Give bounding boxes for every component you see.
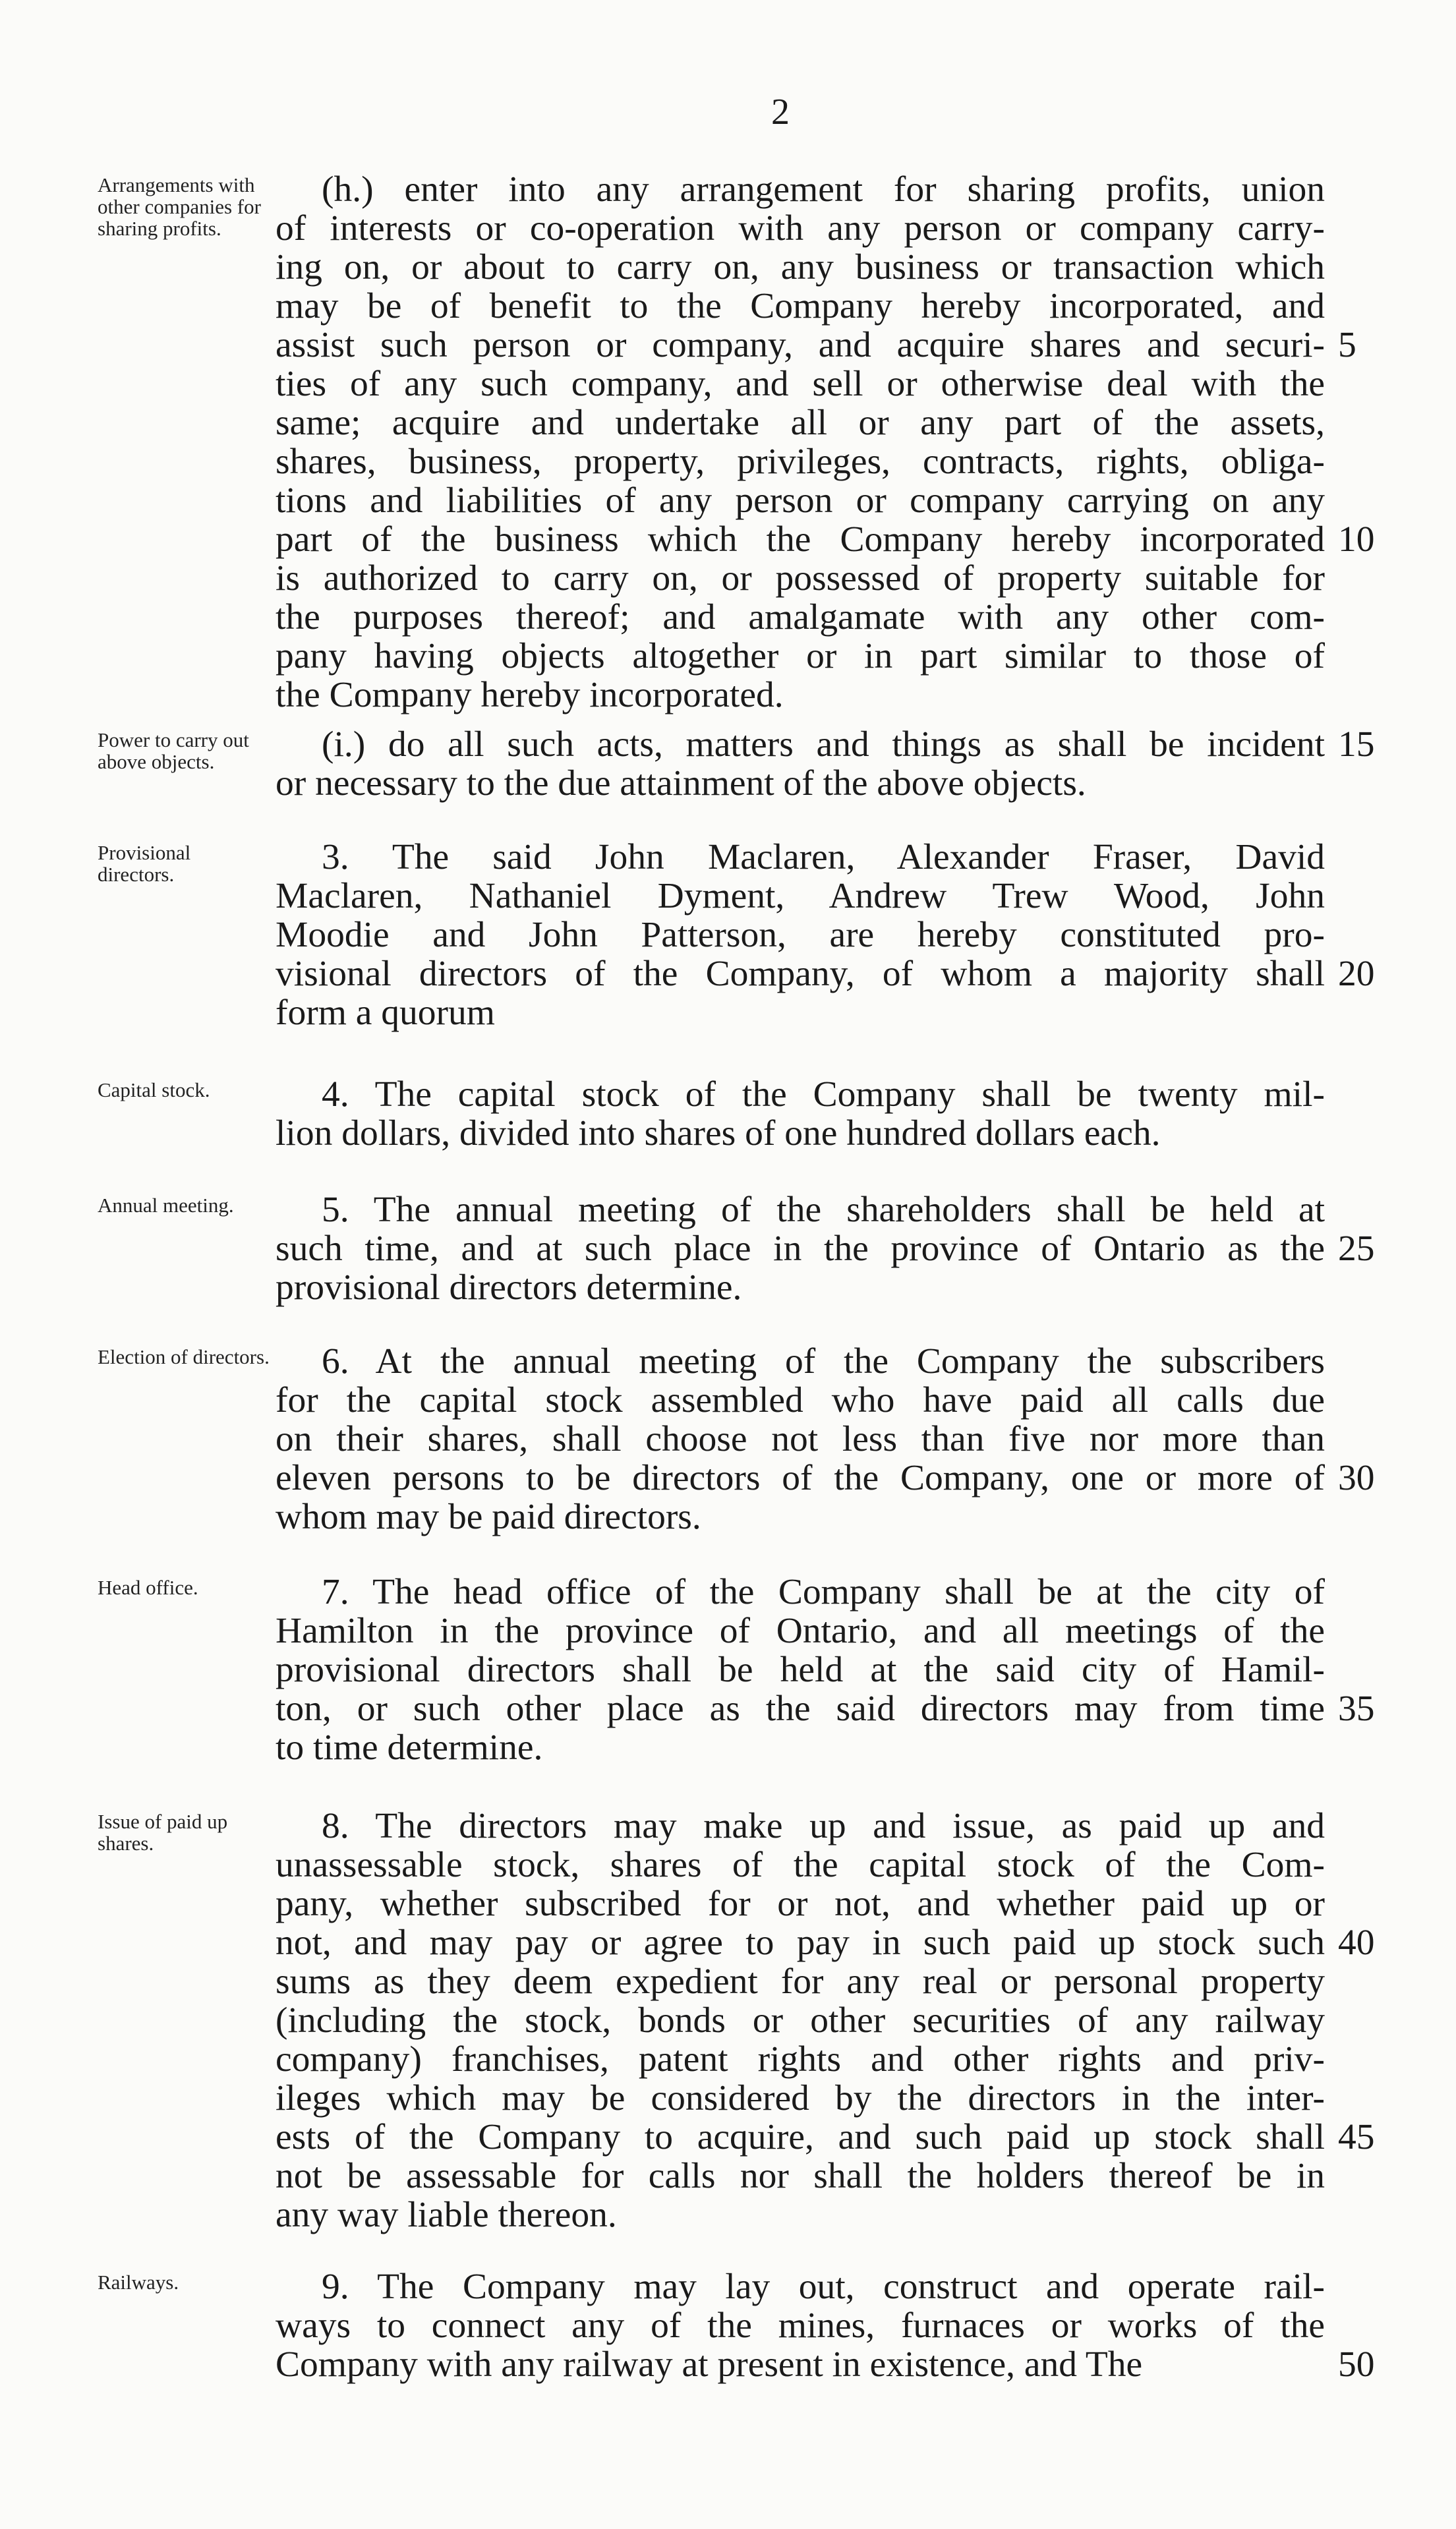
text-line: ileges which may be considered by the directors in the inter- bbox=[276, 2078, 1325, 2118]
text-line: 4. The capital stock of the Company shall be twenty mil- bbox=[322, 1074, 1325, 1115]
text-line: for the capital stock assembled who have paid all calls due bbox=[276, 1380, 1325, 1420]
margin-note: Railways. bbox=[98, 2271, 179, 2294]
margin-note: Provisional directors. bbox=[98, 841, 191, 886]
text-line: not, and may pay or agree to pay in such paid up stock such bbox=[276, 1923, 1325, 1963]
text-line: provisional directors shall be held at the said city of Hamil- bbox=[276, 1650, 1325, 1690]
text-line: whom may be paid directors. bbox=[276, 1497, 701, 1537]
margin-note: Capital stock. bbox=[98, 1078, 210, 1101]
text-line: on their shares, shall choose not less than five nor more than bbox=[276, 1419, 1325, 1459]
text-line: 9. The Company may lay out, construct and operate rail- bbox=[322, 2267, 1325, 2307]
text-line: or necessary to the due attainment of the above objects. bbox=[276, 763, 1086, 803]
text-line: ton, or such other place as the said directors may from time bbox=[276, 1689, 1325, 1729]
text-line: assist such person or company, and acquire shares and securi- bbox=[276, 325, 1325, 365]
text-line: form a quorum bbox=[276, 993, 495, 1033]
text-line: eleven persons to be directors of the Company, one or more of bbox=[276, 1458, 1325, 1498]
text-line: 6. At the annual meeting of the Company the subscribers bbox=[322, 1341, 1325, 1381]
text-line: company) franchises, patent rights and other rights and priv- bbox=[276, 2039, 1325, 2079]
text-line: Maclaren, Nathaniel Dyment, Andrew Trew Wood, John bbox=[276, 876, 1325, 916]
margin-note: Annual meeting. bbox=[98, 1194, 234, 1217]
margin-note: Head office. bbox=[98, 1576, 198, 1599]
line-number: 35 bbox=[1338, 1689, 1375, 1729]
line-number: 45 bbox=[1338, 2117, 1375, 2157]
text-line: is authorized to carry on, or possessed of property suitable for bbox=[276, 558, 1325, 598]
text-line: Company with any railway at present in existence, and The bbox=[276, 2344, 1143, 2385]
line-number: 20 bbox=[1338, 954, 1375, 994]
line-number: 40 bbox=[1338, 1923, 1375, 1963]
margin-note: Election of directors. bbox=[98, 1345, 270, 1368]
text-line: (including the stock, bonds or other securities of any railway bbox=[276, 2000, 1325, 2041]
text-line: (h.) enter into any arrangement for sharing profits, union bbox=[322, 169, 1325, 210]
text-line: 3. The said John Maclaren, Alexander Fraser, David bbox=[322, 837, 1325, 877]
text-line: (i.) do all such acts, matters and things as shall be incident bbox=[322, 724, 1325, 765]
text-line: tions and liabilities of any person or company carrying on any bbox=[276, 480, 1325, 521]
text-line: Moodie and John Patterson, are hereby constituted pro- bbox=[276, 915, 1325, 955]
text-line: the purposes thereof; and amalgamate with any other com- bbox=[276, 597, 1325, 637]
line-number: 10 bbox=[1338, 519, 1375, 560]
text-line: of interests or co-operation with any person or company carry- bbox=[276, 208, 1325, 248]
page-number: 2 bbox=[771, 92, 790, 132]
text-line: may be of benefit to the Company hereby incorporated, and bbox=[276, 286, 1325, 326]
margin-note: Issue of paid up shares. bbox=[98, 1810, 228, 1855]
text-line: the Company hereby incorporated. bbox=[276, 675, 784, 715]
text-line: such time, and at such place in the province of Ontario as the bbox=[276, 1229, 1325, 1269]
text-line: any way liable thereon. bbox=[276, 2195, 617, 2235]
text-line: 8. The directors may make up and issue, as paid up and bbox=[322, 1806, 1325, 1846]
text-line: pany having objects altogether or in part similar to those of bbox=[276, 636, 1325, 676]
text-line: 5. The annual meeting of the shareholders shall be held at bbox=[322, 1190, 1325, 1230]
line-number: 15 bbox=[1338, 724, 1375, 765]
text-line: provisional directors determine. bbox=[276, 1267, 742, 1308]
margin-note: Power to carry out above objects. bbox=[98, 728, 249, 773]
line-number: 30 bbox=[1338, 1458, 1375, 1498]
line-number: 25 bbox=[1338, 1229, 1375, 1269]
text-line: pany, whether subscribed for or not, and whether paid up or bbox=[276, 1884, 1325, 1924]
text-line: ties of any such company, and sell or otherwise deal with the bbox=[276, 364, 1325, 404]
text-line: 7. The head office of the Company shall be at the city of bbox=[322, 1572, 1325, 1612]
text-line: part of the business which the Company hereby incorporated bbox=[276, 519, 1325, 560]
text-line: to time determine. bbox=[276, 1728, 543, 1768]
text-line: shares, business, property, privileges, contracts, rights, obliga- bbox=[276, 442, 1325, 482]
text-line: ests of the Company to acquire, and such paid up stock shall bbox=[276, 2117, 1325, 2157]
text-line: visional directors of the Company, of whom a majority shall bbox=[276, 954, 1325, 994]
text-line: unassessable stock, shares of the capital stock of the Com- bbox=[276, 1845, 1325, 1885]
text-line: sums as they deem expedient for any real or personal property bbox=[276, 1962, 1325, 2002]
line-number: 5 bbox=[1338, 325, 1356, 365]
text-line: ways to connect any of the mines, furnaces or works of the bbox=[276, 2306, 1325, 2346]
text-line: lion dollars, divided into shares of one hundred dollars each. bbox=[276, 1113, 1161, 1153]
text-line: not be assessable for calls nor shall the holders thereof be in bbox=[276, 2156, 1325, 2196]
text-line: ing on, or about to carry on, any business or transaction which bbox=[276, 247, 1325, 287]
text-line: Hamilton in the province of Ontario, and all meetings of the bbox=[276, 1611, 1325, 1651]
margin-note: Arrangements with other companies for sharing profits. bbox=[98, 173, 261, 240]
line-number: 50 bbox=[1338, 2344, 1375, 2385]
text-line: same; acquire and undertake all or any part of the assets, bbox=[276, 403, 1325, 443]
